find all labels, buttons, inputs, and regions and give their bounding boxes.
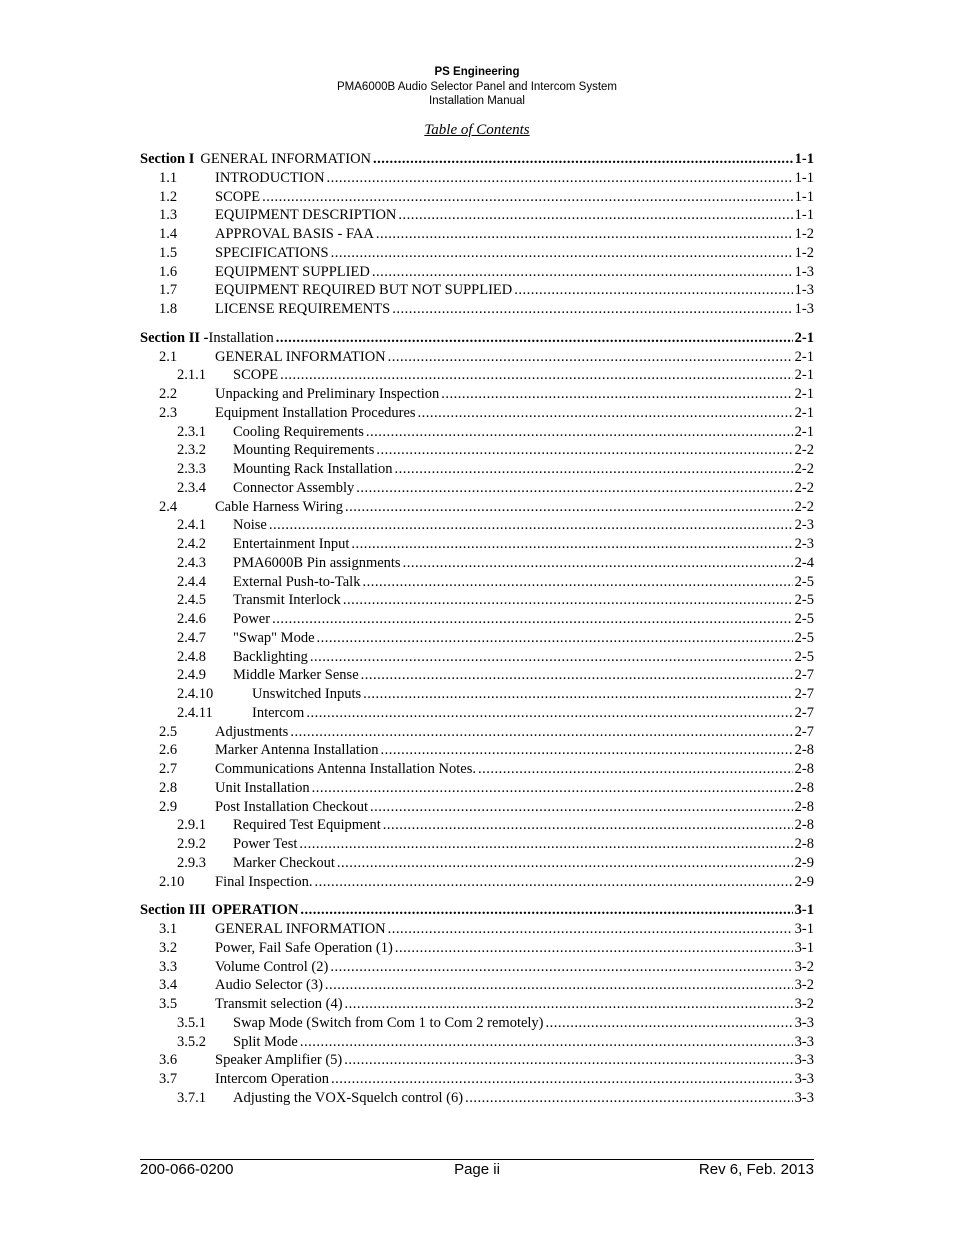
toc-entry-page: 3-2 — [794, 996, 814, 1012]
toc-dot-leader — [331, 1070, 793, 1088]
toc-dot-leader — [314, 873, 792, 891]
toc-entry[interactable] — [140, 1014, 814, 1032]
toc-dot-leader — [351, 535, 792, 553]
toc-dot-leader — [325, 976, 793, 994]
toc-entry[interactable] — [140, 1089, 814, 1107]
toc-entry-number: 1.5 — [159, 244, 178, 261]
toc-entry[interactable] — [140, 648, 814, 666]
toc-entry-number: 2.3 — [159, 404, 178, 421]
toc-entry-page: 2-1 — [794, 367, 814, 384]
toc-entry-number: 2.9 — [159, 798, 178, 815]
toc-entry-label: Transmit selection (4) — [215, 996, 343, 1012]
toc-entry-label: Required Test Equipment — [233, 817, 381, 834]
toc-entry-number: 2.4.8 — [177, 648, 206, 665]
toc-entry-number: 2.4.1 — [177, 517, 206, 534]
toc-entry[interactable] — [140, 498, 814, 516]
toc-dot-leader — [546, 1014, 793, 1032]
toc-entry[interactable] — [140, 348, 814, 366]
toc-entry[interactable] — [140, 610, 814, 628]
toc-dot-leader — [299, 835, 792, 853]
toc-entry-page: 2-2 — [794, 479, 814, 496]
toc-entry[interactable] — [140, 939, 814, 957]
toc-entry-number: 3.3 — [159, 958, 178, 975]
toc-entry-page: 2-8 — [794, 836, 814, 852]
toc-title: Table of Contents — [424, 122, 530, 138]
toc-entry[interactable] — [140, 854, 814, 872]
toc-dot-leader — [376, 225, 793, 243]
header-doc-type: Installation Manual — [429, 95, 525, 107]
toc-dot-leader — [392, 300, 792, 318]
toc-dot-leader — [376, 441, 792, 459]
toc-entry-number: 2.4.5 — [177, 592, 206, 609]
toc-entry[interactable] — [140, 554, 814, 572]
toc-entry-label: Unswitched Inputs — [252, 686, 362, 702]
toc-entry-page: 2-8 — [794, 761, 814, 777]
toc-entry-page: 2-7 — [794, 704, 814, 721]
toc-entry-label: Equipment Installation Procedures — [215, 404, 416, 421]
toc-entry[interactable] — [140, 666, 814, 684]
header-company: PS Engineering — [434, 66, 520, 78]
toc-entry[interactable] — [140, 423, 814, 441]
toc-entry[interactable] — [140, 920, 814, 938]
toc-entry-page: 2-2 — [794, 442, 814, 459]
toc-dot-leader — [330, 958, 792, 976]
toc-entry-number: 3.5 — [159, 996, 178, 1012]
toc-entry-label: Power Test — [233, 836, 298, 852]
toc-entry-page: 2-1 — [794, 348, 814, 365]
toc-entry-page: 2-8 — [794, 742, 814, 759]
toc-entry-page: 2-5 — [794, 592, 814, 609]
toc-entry-number: 2.4 — [159, 498, 178, 515]
toc-section-entry[interactable] — [140, 150, 814, 168]
toc-entry-number: 3.2 — [159, 939, 178, 956]
toc-entry-number: 3.7.1 — [177, 1089, 206, 1106]
toc-entry-label: GENERAL INFORMATION — [215, 348, 386, 365]
toc-dot-leader — [300, 901, 792, 919]
toc-entry-label: Power — [233, 611, 271, 627]
toc-entry-label: EQUIPMENT SUPPLIED — [215, 263, 370, 280]
toc-entry-number: 2.9.2 — [177, 836, 206, 852]
toc-entry[interactable] — [140, 535, 814, 553]
toc-dot-leader — [514, 281, 792, 299]
toc-entry[interactable] — [140, 244, 814, 262]
toc-entry-page: 2-2 — [794, 498, 814, 515]
toc-entry[interactable] — [140, 206, 814, 224]
toc-entry-number: 3.7 — [159, 1071, 178, 1087]
toc-entry[interactable] — [140, 976, 814, 994]
toc-entry-page: 2-5 — [794, 629, 814, 646]
toc-dot-leader — [272, 610, 793, 628]
toc-dot-leader — [363, 685, 793, 703]
toc-entry-label: Cooling Requirements — [233, 423, 364, 440]
toc-dot-leader — [276, 329, 793, 347]
toc-entry-number: 3.5.2 — [177, 1033, 206, 1050]
toc-entry-number: 2.3.1 — [177, 423, 206, 440]
toc-dot-leader — [300, 1033, 793, 1051]
toc-entry[interactable] — [140, 798, 814, 816]
toc-entry-label: Communications Antenna Installation Notes. — [215, 761, 476, 777]
toc-dot-leader — [345, 498, 793, 516]
toc-entry-page: 2-8 — [794, 779, 814, 796]
toc-entry-number: 1.3 — [159, 207, 178, 224]
toc-entry[interactable] — [140, 1033, 814, 1051]
toc-entry[interactable] — [140, 225, 814, 243]
toc-entry[interactable] — [140, 629, 814, 647]
toc-entry-page: 2-1 — [794, 423, 814, 440]
toc-entry[interactable] — [140, 169, 814, 187]
toc-dot-leader — [418, 404, 793, 422]
toc-entry-number: 2.4.3 — [177, 554, 206, 571]
toc-entry-number: 2.6 — [159, 742, 178, 759]
toc-entry[interactable] — [140, 300, 814, 318]
toc-entry[interactable] — [140, 404, 814, 422]
toc-dot-leader — [394, 460, 792, 478]
toc-entry-page: 2-4 — [794, 554, 814, 571]
toc-entry-page: 3-1 — [794, 921, 814, 937]
toc-entry-page: 2-7 — [794, 686, 814, 702]
toc-dot-leader — [383, 816, 793, 834]
toc-entry-label: GENERAL INFORMATION — [200, 151, 372, 167]
toc-dot-leader — [372, 263, 793, 281]
toc-entry-number: 2.4.2 — [177, 536, 206, 552]
toc-entry-number: 2.9.1 — [177, 817, 206, 834]
toc-entry-label: Volume Control (2) — [215, 958, 329, 975]
toc-entry-label: Noise — [233, 517, 267, 534]
toc-entry-page: 1-3 — [794, 301, 814, 317]
toc-entry-page: 3-1 — [794, 939, 814, 956]
toc-entry-number: 2.4.9 — [177, 667, 206, 684]
toc-entry[interactable] — [140, 704, 814, 722]
toc-entry-label: Marker Checkout — [233, 854, 335, 871]
toc-entry[interactable] — [140, 263, 814, 281]
toc-entry-label: Power, Fail Safe Operation (1) — [215, 939, 393, 956]
toc-entry-label: Audio Selector (3) — [215, 977, 323, 994]
toc-entry-number: 1.6 — [159, 263, 178, 280]
toc-entry-label: EQUIPMENT REQUIRED BUT NOT SUPPLIED — [215, 282, 513, 299]
toc-entry-page: 2-7 — [794, 723, 814, 740]
toc-entry-page: 2-3 — [794, 517, 814, 534]
toc-entry-page: 2-5 — [794, 648, 814, 665]
toc-entry-label: Connector Assembly — [233, 479, 355, 496]
toc-entry[interactable] — [140, 723, 814, 741]
toc-entry-page: 2-9 — [794, 854, 814, 871]
toc-entry[interactable] — [140, 741, 814, 759]
toc-entry[interactable] — [140, 460, 814, 478]
toc-entry[interactable] — [140, 816, 814, 834]
toc-dot-leader — [362, 573, 792, 591]
toc-entry-label: Split Mode — [233, 1033, 298, 1050]
toc-entry-page: 3-2 — [794, 958, 814, 975]
toc-entry[interactable] — [140, 1051, 814, 1069]
toc-entry[interactable] — [140, 479, 814, 497]
toc-entry-number: 2.10 — [159, 873, 185, 890]
toc-entry-number: 2.4.7 — [177, 629, 206, 646]
toc-entry[interactable] — [140, 958, 814, 976]
footer-doc-number: 200-066-0200 — [140, 1161, 234, 1178]
toc-dot-leader — [345, 995, 793, 1013]
toc-entry-number: 2.7 — [159, 761, 178, 777]
toc-entry-page: 2-9 — [794, 873, 814, 890]
toc-entry-page: 2-1 — [794, 404, 814, 421]
toc-entry-page: 3-2 — [794, 977, 814, 994]
toc-dot-leader — [395, 939, 793, 957]
toc-dot-leader — [356, 479, 792, 497]
toc-dot-leader — [398, 206, 792, 224]
toc-entry-label: Marker Antenna Installation — [215, 742, 379, 759]
toc-entry-number: Section I — [140, 151, 195, 167]
toc-entry-number: 2.3.3 — [177, 461, 206, 477]
toc-dot-leader — [327, 169, 793, 187]
toc-section-entry[interactable] — [140, 329, 814, 347]
toc-entry-label: Mounting Rack Installation — [233, 461, 393, 477]
toc-entry-number: 2.2 — [159, 386, 178, 402]
toc-dot-leader — [331, 244, 793, 262]
toc-entry-label: External Push-to-Talk — [233, 573, 361, 590]
toc-entry-page: 2-7 — [794, 667, 814, 684]
toc-entry-label: APPROVAL BASIS - FAA — [215, 226, 374, 242]
toc-entry-number: 1.1 — [159, 169, 178, 186]
toc-entry-number: 3.6 — [159, 1052, 178, 1069]
toc-dot-leader — [388, 920, 793, 938]
toc-entry-number: 2.1 — [159, 348, 178, 365]
toc-entry-page: 1-3 — [794, 282, 814, 299]
toc-entry-number: 1.7 — [159, 282, 178, 299]
footer-divider — [140, 1159, 814, 1160]
toc-entry-page: 1-1 — [794, 151, 814, 167]
toc-entry-label: Final Inspection. — [215, 873, 313, 890]
toc-entry-page: 2-8 — [794, 798, 814, 815]
toc-dot-leader — [337, 854, 793, 872]
toc-entry-number: 2.5 — [159, 723, 178, 740]
toc-dot-leader — [366, 423, 793, 441]
toc-entry[interactable] — [140, 441, 814, 459]
toc-entry-label: Unpacking and Preliminary Inspection — [215, 386, 440, 402]
toc-entry-label: Swap Mode (Switch from Com 1 to Com 2 remotely) — [233, 1014, 544, 1031]
toc-dot-leader — [441, 385, 792, 403]
toc-entry[interactable] — [140, 685, 814, 703]
toc-dot-leader — [465, 1089, 793, 1107]
toc-entry-page: 3-3 — [794, 1014, 814, 1031]
toc-entry-number: 1.4 — [159, 226, 178, 242]
toc-entry-number: 2.4.11 — [177, 704, 213, 721]
toc-entry-number: 2.1.1 — [177, 367, 206, 384]
toc-dot-leader — [269, 516, 793, 534]
toc-entry-number: 1.8 — [159, 301, 178, 317]
toc-entry-label: Intercom — [252, 704, 305, 721]
toc-entry-label: Middle Marker Sense — [233, 667, 359, 684]
toc-dot-leader — [403, 554, 793, 572]
toc-entry-number: 2.4.6 — [177, 611, 206, 627]
toc-entry-label: EQUIPMENT DESCRIPTION — [215, 207, 397, 224]
toc-entry-number: 2.3.2 — [177, 442, 206, 459]
toc-entry-number: 2.9.3 — [177, 854, 206, 871]
toc-entry-page: 3-3 — [794, 1052, 814, 1069]
header-product: PMA6000B Audio Selector Panel and Intercom System — [337, 81, 617, 93]
toc-entry-number: 2.4.4 — [177, 573, 206, 590]
toc-entry-page: 3-3 — [794, 1071, 814, 1087]
toc-entry[interactable] — [140, 188, 814, 206]
toc-entry-number: 1.2 — [159, 188, 178, 205]
toc-entry[interactable] — [140, 835, 814, 853]
toc-entry-label: INTRODUCTION — [215, 169, 325, 186]
toc-entry[interactable] — [140, 281, 814, 299]
toc-entry-label: Mounting Requirements — [233, 442, 375, 459]
toc-entry-label: GENERAL INFORMATION — [215, 921, 386, 937]
toc-entry[interactable] — [140, 591, 814, 609]
toc-entry-number: 2.3.4 — [177, 479, 206, 496]
toc-dot-leader — [306, 704, 792, 722]
toc-entry-page: 2-1 — [794, 386, 814, 402]
toc-entry-label: Intercom Operation — [215, 1071, 329, 1087]
toc-entry[interactable] — [140, 1070, 814, 1088]
toc-entry-number: 2.8 — [159, 779, 178, 796]
toc-dot-leader — [478, 760, 793, 778]
toc-entry-label: Installation — [208, 329, 274, 346]
toc-entry[interactable] — [140, 760, 814, 778]
toc-entry-number: 3.5.1 — [177, 1014, 206, 1031]
toc-entry-label: Post Installation Checkout — [215, 798, 369, 815]
toc-entry-label: Speaker Amplifier (5) — [215, 1052, 343, 1069]
toc-dot-leader — [380, 741, 792, 759]
toc-entry-number: Section III — [140, 902, 206, 919]
toc-entry-label: Adjustments — [215, 723, 289, 740]
toc-entry-label: Unit Installation — [215, 779, 310, 796]
toc-entry-page: 1-2 — [794, 244, 814, 261]
toc-dot-leader — [361, 666, 793, 684]
toc-entry-label: PMA6000B Pin assignments — [233, 554, 401, 571]
toc-entry-page: 1-2 — [794, 226, 814, 242]
toc-entry-label: Transmit Interlock — [233, 592, 341, 609]
toc-dot-leader — [262, 188, 793, 206]
toc-entry-page: 2-1 — [794, 329, 814, 346]
toc-entry-label: OPERATION — [211, 902, 299, 919]
toc-entry-number: Section II - — [140, 329, 209, 346]
toc-dot-leader — [388, 348, 793, 366]
footer-page-number: Page ii — [454, 1161, 500, 1178]
toc-entry-page: 1-1 — [794, 207, 814, 224]
toc-entry-page: 2-5 — [794, 573, 814, 590]
toc-entry-label: Cable Harness Wiring — [215, 498, 344, 515]
toc-entry-page: 2-3 — [794, 536, 814, 552]
toc-entry[interactable] — [140, 779, 814, 797]
toc-entry-label: Backlighting — [233, 648, 308, 665]
toc-dot-leader — [290, 723, 792, 741]
toc-dot-leader — [373, 150, 793, 168]
toc-entry-label: SCOPE — [215, 188, 261, 205]
toc-entry-label: Adjusting the VOX-Squelch control (6) — [233, 1089, 464, 1106]
toc-section-entry[interactable] — [140, 901, 814, 919]
toc-entry-page: 3-3 — [794, 1033, 814, 1050]
toc-dot-leader — [312, 779, 793, 797]
toc-entry-page: 1-3 — [794, 263, 814, 280]
toc-dot-leader — [310, 648, 793, 666]
toc-entry-number: 3.1 — [159, 921, 178, 937]
toc-entry[interactable] — [140, 995, 814, 1013]
toc-dot-leader — [344, 1051, 792, 1069]
footer-revision: Rev 6, Feb. 2013 — [698, 1161, 814, 1178]
toc-entry-label: "Swap" Mode — [233, 629, 315, 646]
toc-entry[interactable] — [140, 385, 814, 403]
toc-entry-page: 2-5 — [794, 611, 814, 627]
toc-entry-label: Entertainment Input — [233, 536, 350, 552]
toc-entry[interactable] — [140, 873, 814, 891]
toc-entry[interactable] — [140, 366, 814, 384]
toc-entry-label: LICENSE REQUIREMENTS — [215, 301, 391, 317]
toc-entry-page: 3-1 — [794, 902, 814, 919]
toc-dot-leader — [280, 366, 793, 384]
toc-entry-label: SCOPE — [233, 367, 279, 384]
toc-dot-leader — [343, 591, 793, 609]
toc-entry-number: 2.4.10 — [177, 686, 214, 702]
toc-entry[interactable] — [140, 516, 814, 534]
toc-entry-page: 1-1 — [794, 188, 814, 205]
toc-dot-leader — [370, 798, 793, 816]
toc-entry[interactable] — [140, 573, 814, 591]
toc-entry-page: 1-1 — [794, 169, 814, 186]
toc-entry-label: SPECIFICATIONS — [215, 244, 329, 261]
toc-entry-page: 3-3 — [794, 1089, 814, 1106]
toc-entry-number: 3.4 — [159, 977, 178, 994]
toc-entry-page: 2-2 — [794, 461, 814, 477]
toc-entry-page: 2-8 — [794, 817, 814, 834]
toc-dot-leader — [317, 629, 793, 647]
